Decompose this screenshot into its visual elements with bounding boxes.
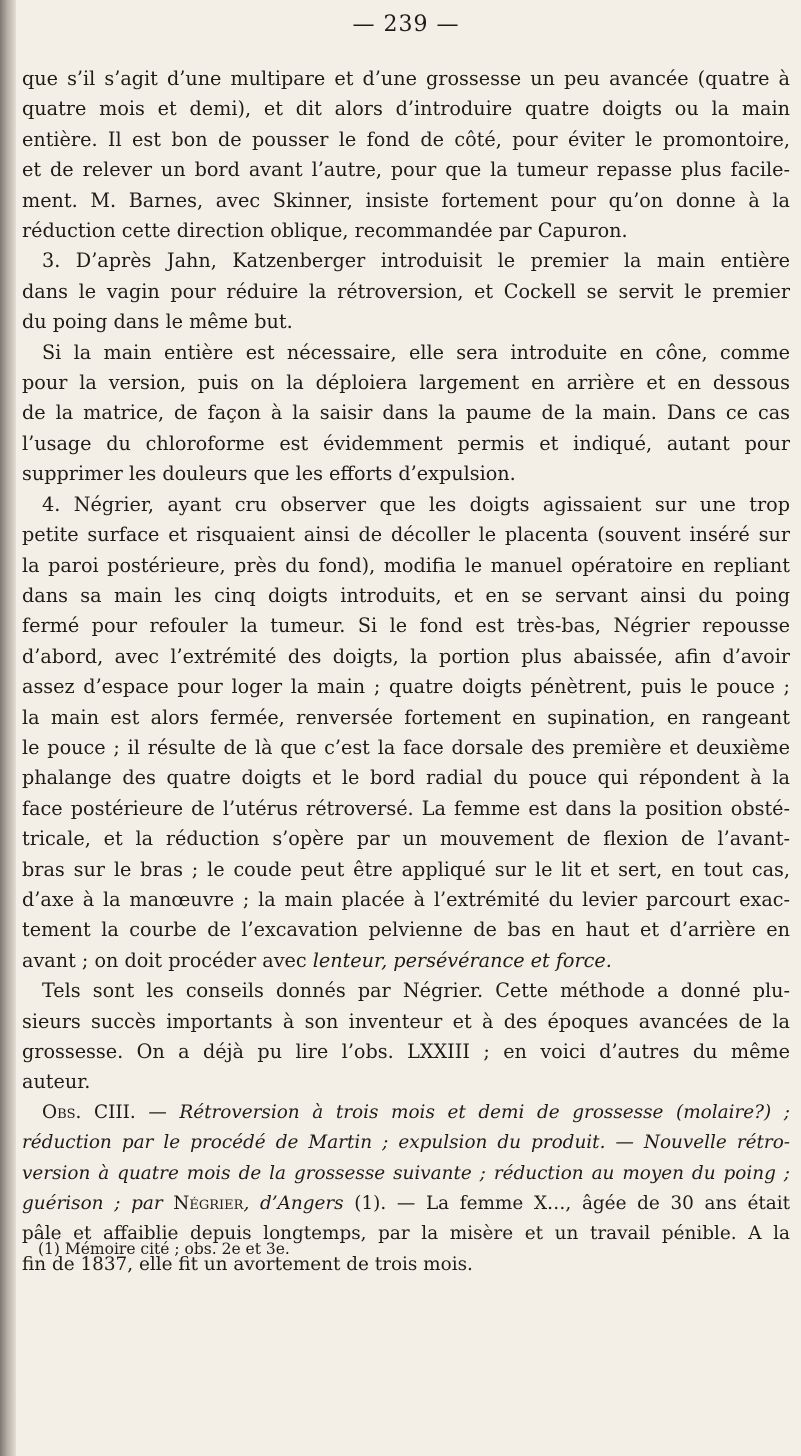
text-line (22, 794, 790, 824)
text-line (22, 155, 790, 185)
text-line (22, 246, 790, 276)
text-line (22, 1037, 790, 1067)
text-run: fin de 1837, elle fit un avortement de trois mois. (22, 1253, 473, 1275)
text-line (22, 976, 790, 1006)
italic-run: Rétroversion à trois mois et demi de grossesse (molaire?) ; (179, 1101, 790, 1123)
body-text (22, 64, 790, 1280)
text-run: auteur. (22, 1070, 91, 1094)
text-line (22, 216, 790, 246)
text-line (22, 1128, 790, 1158)
text-line (22, 64, 790, 94)
text-line (22, 186, 790, 216)
text-run: assez d’espace pour loger la main ; quatre doigts pénètrent, puis le pouce ; (22, 675, 790, 699)
text-run: d’axe à la manœuvre ; la main placée à l’extrémité du levier parcourt exac- (22, 887, 790, 911)
text-line (22, 277, 790, 307)
italic-run: guérison ; par (22, 1193, 174, 1215)
text-line (22, 703, 790, 733)
text-run: la paroi postérieure, près du fond), modifia le manuel opératoire en repliant (22, 553, 790, 577)
text-run: 4. Négrier, ayant cru observer que les doigts agissaient sur une trop (42, 492, 790, 516)
text-run: pour la version, puis on la déploiera largement en arrière et en dessous (22, 371, 790, 395)
text-line (22, 490, 790, 520)
text-line (22, 1159, 790, 1189)
text-run: la main est alors fermée, renversée fortement en supination, en rangeant (22, 705, 790, 729)
text-run: d’abord, avec l’extrémité des doigts, la portion plus abaissée, afin d’avoir (22, 644, 790, 668)
text-run: phalange des quatre doigts et le bord radial du pouce qui répondent à la (22, 766, 790, 790)
text-line (22, 520, 790, 550)
paragraph (22, 246, 790, 337)
text-run: tricale, et la réduction s’opère par un mouvement de flexion de l’avant- (22, 827, 790, 851)
italic-run: lenteur, persévérance et force. (312, 948, 612, 972)
text-run: sieurs succès importants à son inventeur et à des époques avancées de la (22, 1009, 790, 1033)
text-line (22, 1189, 790, 1219)
text-run: Tels sont les conseils donnés par Négrier. Cette méthode a donné plu- (42, 979, 790, 1003)
text-line (22, 459, 790, 489)
text-run: que s’il s’agit d’une multipare et d’une grossesse un peu avancée (quatre à (22, 67, 790, 90)
footnote: (1) Mémoire cité ; obs. 2e et 3e. (38, 1240, 290, 1258)
text-run: grossesse. On a déjà pu lire l’obs. LXXIII ; en voici d’autres du même (22, 1040, 790, 1063)
text-line (22, 1007, 790, 1037)
text-run: l’usage du chloroforme est évidemment permis et indiqué, autant pour (22, 431, 790, 455)
text-run: tement la courbe de l’excavation pelvienne de bas en haut et d’arrière en (22, 918, 790, 942)
text-run: dans sa main les cinq doigts introduits, et en se servant ainsi du poing (22, 583, 790, 607)
text-line (22, 94, 790, 124)
book-gutter-shadow (0, 0, 16, 1456)
text-line (22, 338, 790, 368)
text-line (22, 368, 790, 398)
text-line (22, 581, 790, 611)
text-line (22, 672, 790, 702)
italic-run: réduction par le procédé de Martin ; expulsion du produit. — Nouvelle rétro- (22, 1132, 790, 1154)
text-run: supprimer les douleurs que les efforts d’expulsion. (22, 462, 516, 486)
text-run: du poing dans le même but. (22, 310, 293, 334)
paragraph (22, 338, 790, 490)
text-line (22, 551, 790, 581)
text-run: entière. Il est bon de pousser le fond de côté, pour éviter le promontoire, (22, 127, 790, 151)
text-run: fermé pour refouler la tumeur. Si le fond est très-bas, Négrier repousse (22, 614, 790, 638)
italic-run: version à quatre mois de la grossesse suivante ; réduction au moyen du poing ; (22, 1162, 790, 1184)
text-run: face postérieure de l’utérus rétroversé. La femme est dans la position obsté- (22, 796, 790, 820)
paragraph (22, 490, 790, 977)
text-run: avant ; on doit procéder avec (22, 948, 313, 972)
text-line (22, 733, 790, 763)
small-caps-run: Négrier (173, 1193, 244, 1215)
text-run: CIII. — (81, 1101, 180, 1123)
text-run: Si la main entière est nécessaire, elle sera introduite en cône, comme (42, 340, 790, 364)
text-run: bras sur le bras ; le coude peut être appliqué sur le lit et sert, en tout cas, (22, 857, 790, 881)
text-run: ment. M. Barnes, avec Skinner, insiste fortement pour qu’on donne à la (22, 188, 790, 212)
text-run: de la matrice, de façon à la saisir dans la paume de la main. Dans ce cas (22, 401, 790, 425)
text-run: pâle et affaiblie depuis longtemps, par la misère et un travail pénible. A la (22, 1223, 790, 1245)
text-line (22, 1098, 790, 1128)
text-run: petite surface et risquaient ainsi de décoller le placenta (souvent inséré sur (22, 523, 790, 547)
text-run: quatre mois et demi), et dit alors d’introduire quatre doigts ou la main (22, 97, 790, 121)
small-caps-run: Obs. (42, 1101, 82, 1123)
text-line (22, 824, 790, 854)
text-line (22, 885, 790, 915)
text-line (22, 946, 790, 976)
text-run: le pouce ; il résulte de là que c’est la face dorsale des première et deuxième (22, 735, 790, 759)
text-line (22, 429, 790, 459)
text-run: 3. D’après Jahn, Katzenberger introduisit le premier la main entière (42, 249, 790, 273)
text-line (22, 763, 790, 793)
text-line (22, 611, 790, 641)
text-line (22, 855, 790, 885)
text-line (22, 125, 790, 155)
text-line (22, 307, 790, 337)
text-line (22, 915, 790, 945)
text-line (22, 642, 790, 672)
paragraph (22, 976, 790, 1098)
italic-run: , d’Angers (243, 1193, 344, 1215)
text-line (22, 1067, 790, 1097)
text-run: réduction cette direction oblique, recommandée par Capuron. (22, 219, 628, 243)
page-number: — 239 — (352, 12, 460, 37)
text-line (22, 398, 790, 428)
text-run: et de relever un bord avant l’autre, pour que la tumeur repasse plus facile- (22, 158, 790, 182)
paragraph (22, 64, 790, 246)
text-run: dans le vagin pour réduire la rétroversion, et Cockell se servit le premier (22, 279, 790, 303)
text-run: (1). — La femme X…, âgée de 30 ans était (343, 1193, 790, 1215)
